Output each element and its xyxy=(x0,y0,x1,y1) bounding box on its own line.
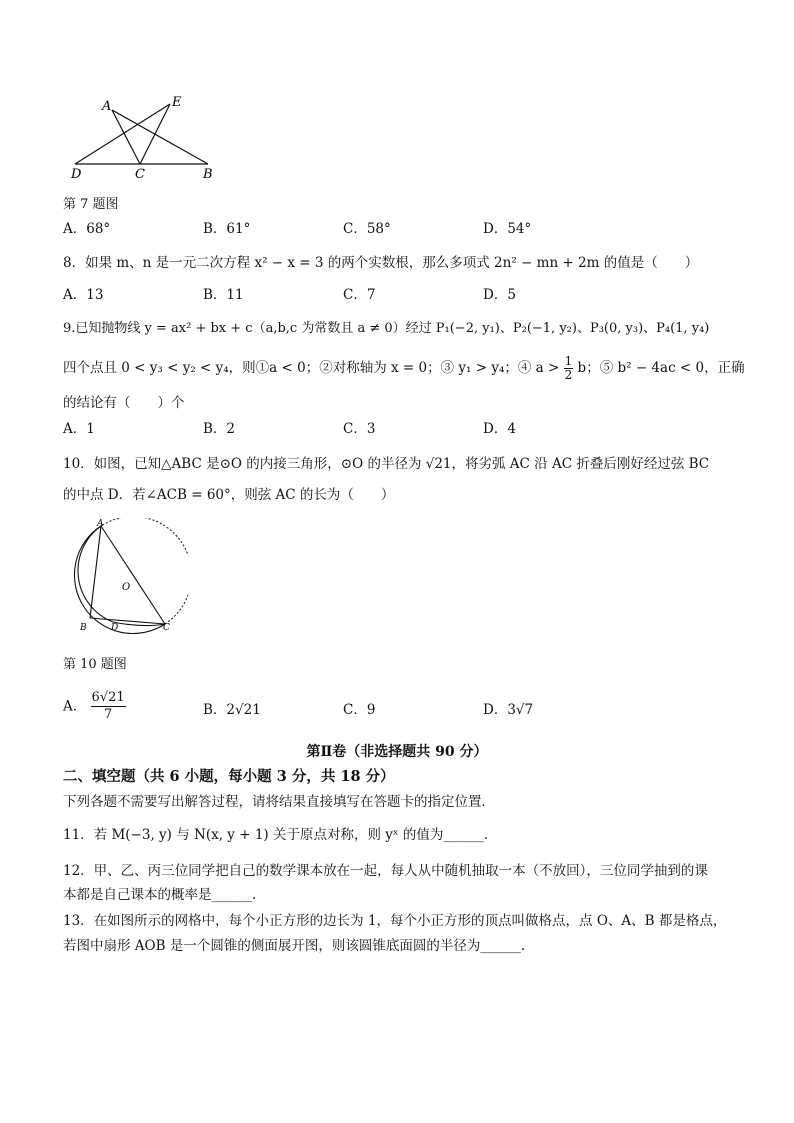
q8-option-d: D．5 xyxy=(483,287,516,303)
segment-ac xyxy=(101,526,165,624)
q8-option-a: A．13 xyxy=(63,287,104,303)
label-c: C xyxy=(163,623,170,633)
segment-bc xyxy=(90,618,165,624)
q9-line2-a: 四个点且 0 < y₃ < y₂ < y₄，则①a < 0；②对称轴为 x = 0；③ y₁ > y₄；④ a > xyxy=(63,360,560,376)
q8-option-b: B．11 xyxy=(203,287,244,303)
label-a: A xyxy=(97,519,104,529)
q7-option-a: A．68° xyxy=(63,221,111,237)
q9-line3: 的结论有（ ）个 xyxy=(63,395,185,411)
q9-line1: 9.已知抛物线 y = ax² + bx + c（a,b,c 为常数且 a ≠ 0）经过 P₁(−2, y₁)、P₂(−1, y₂)、P₃(0, y₃)、P₄(1, y₄) xyxy=(63,321,710,336)
q10-option-a-fraction xyxy=(91,690,126,723)
label-b: B xyxy=(203,167,213,182)
q10-option-a-numerator: 6√21 xyxy=(91,690,125,705)
q10-option-b: B．2√21 xyxy=(203,702,261,718)
q10-line1: 10．如图，已知△ABC 是⊙O 的内接三角形，⊙O 的半径为 √21，将劣弧 AC 沿 AC 折叠后刚好经过弦 BC xyxy=(63,456,710,472)
label-c: C xyxy=(135,167,145,182)
part2-title: 第Ⅱ卷（非选择题共 90 分） xyxy=(306,744,488,760)
q10-option-c: C．9 xyxy=(343,702,376,718)
caption-q7: 第 7 题图 xyxy=(63,197,119,212)
frac-numerator: 1 xyxy=(564,354,573,368)
q10-option-d: D．3√7 xyxy=(483,702,534,718)
figure-q10 xyxy=(64,518,188,634)
q7-option-b: B．61° xyxy=(203,221,251,237)
q9-option-b: B．2 xyxy=(203,421,236,437)
q11-stem: 11．若 M(−3, y) 与 N(x, y + 1) 关于原点对称，则 yˣ 的值为______. xyxy=(63,827,489,843)
label-a: A xyxy=(102,99,112,114)
q9-option-c: C．3 xyxy=(343,421,376,437)
label-o: O xyxy=(122,582,131,593)
q8-option-c: C．7 xyxy=(343,287,376,303)
fraction-one-half xyxy=(564,355,574,382)
q9-line2-b: b；⑤ b² − 4ac < 0，正确 xyxy=(577,360,745,376)
label-d: D xyxy=(71,167,82,182)
q9-option-d: D．4 xyxy=(483,421,516,437)
label-b: B xyxy=(80,623,87,633)
caption-q10: 第 10 题图 xyxy=(63,657,127,672)
q10-option-a-denominator: 7 xyxy=(103,707,113,722)
q10-option-a-label: A． xyxy=(63,698,87,715)
q7-option-d: D．54° xyxy=(483,221,532,237)
figure-q7 xyxy=(66,92,226,182)
circle-solid-arc xyxy=(74,526,165,634)
q13-line1: 13．在如图所示的网格中，每个小正方形的边长为 1，每个小正方形的顶点叫做格点，点 O、A、B 都是格点， xyxy=(63,913,727,929)
q12-line2: 本都是自己课本的概率是______. xyxy=(63,887,257,903)
q9-line2 xyxy=(63,355,745,382)
segment-ab xyxy=(90,526,101,618)
q13-line2: 若图中扇形 AOB 是一个圆锥的侧面展开图，则该圆锥底面圆的半径为______. xyxy=(63,938,526,954)
q10-line2: 的中点 D．若∠ACB = 60°，则弦 AC 的长为（ ） xyxy=(63,487,395,503)
q10-option-a xyxy=(63,690,126,723)
section-instruction: 下列各题不需要写出解答过程，请将结果直接填写在答题卡的指定位置． xyxy=(63,794,495,810)
label-e: E xyxy=(172,95,182,110)
q8-stem: 8．如果 m、n 是一元二次方程 x² − x = 3 的两个实数根，那么多项式 2n² − mn + 2m 的值是（ ） xyxy=(63,255,699,271)
section-fill-in-title: 二、填空题（共 6 小题，每小题 3 分，共 18 分） xyxy=(63,768,395,785)
q7-option-c: C．58° xyxy=(343,221,391,237)
frac-denominator: 2 xyxy=(564,368,573,382)
q12-line1: 12．甲、乙、丙三位同学把自己的数学课本放在一起，每人从中随机抽取一本（不放回），三位同学抽到的课 xyxy=(63,863,708,879)
circle-dotted-arc xyxy=(101,518,188,624)
label-d: D xyxy=(111,623,119,633)
q9-option-a: A．1 xyxy=(63,421,95,437)
